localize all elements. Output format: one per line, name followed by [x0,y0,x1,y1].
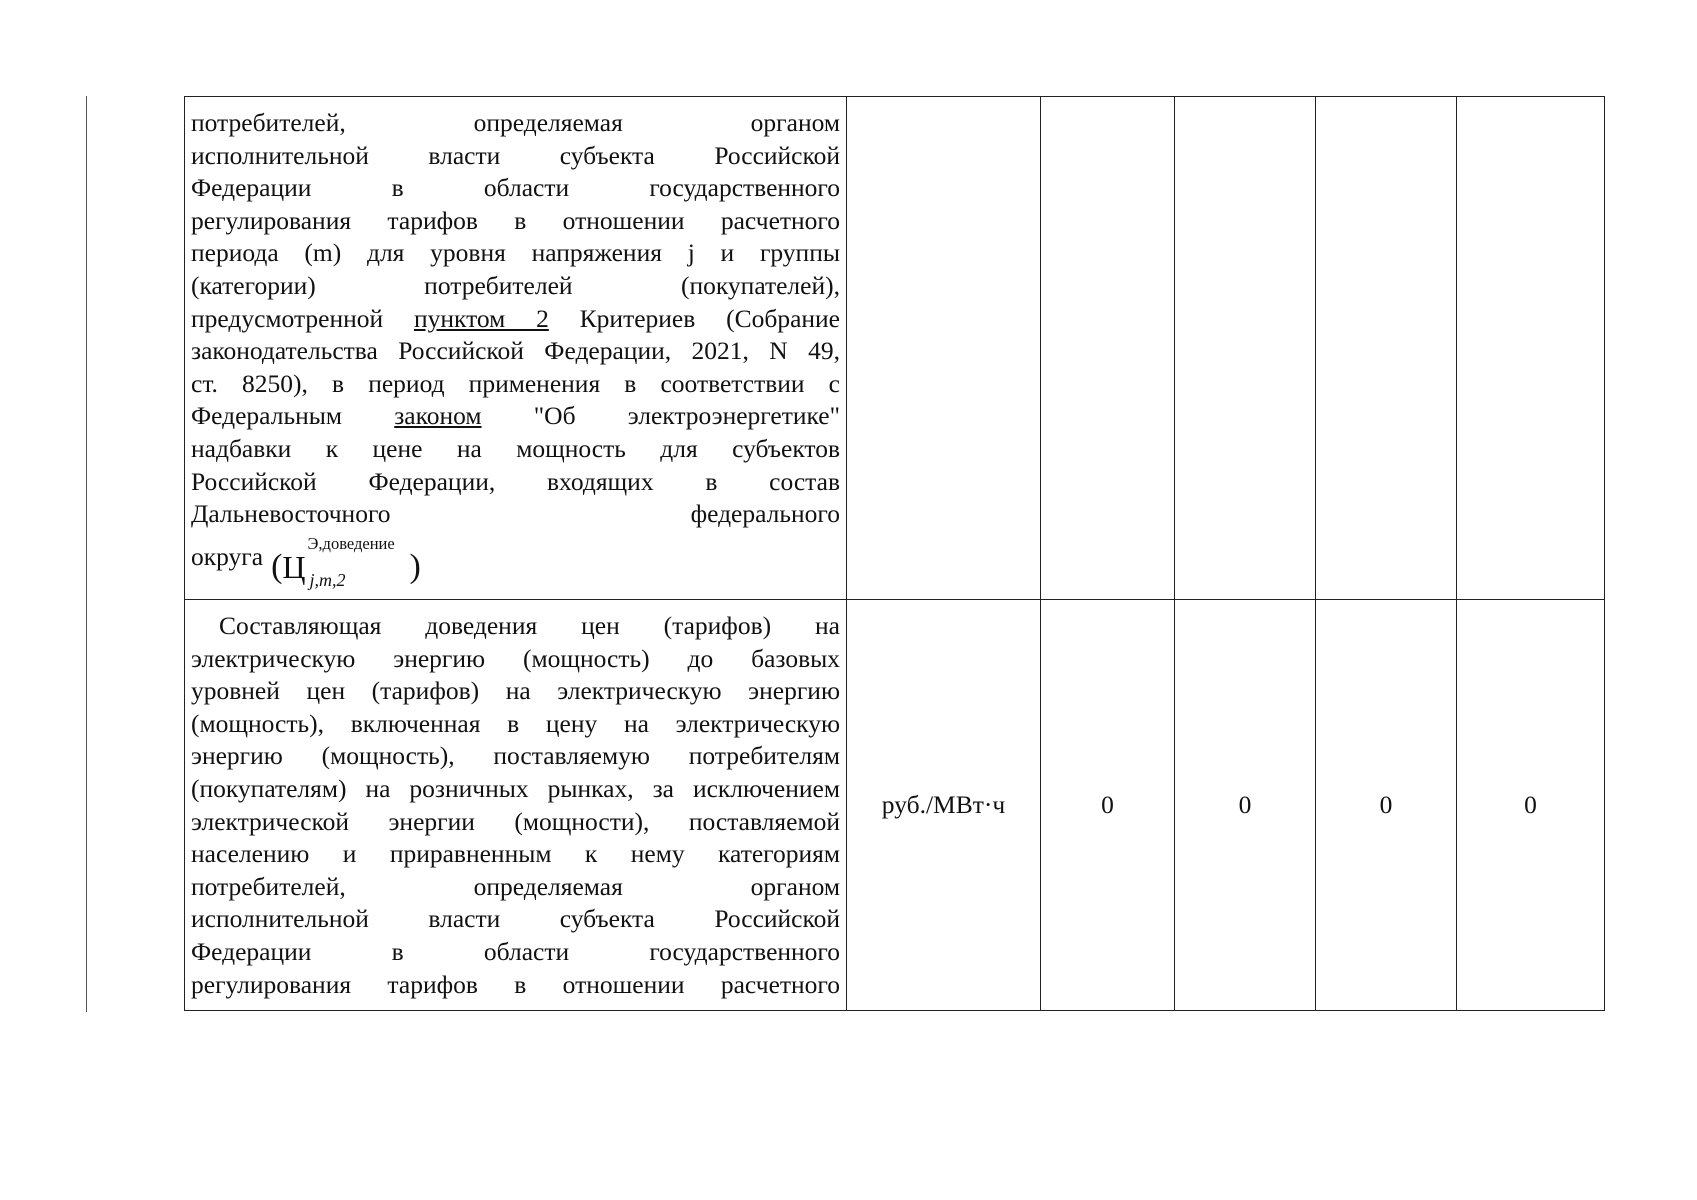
formula-close-paren: ) [409,547,421,585]
text-line: электрической энергии (мощности), поставляемой [191,806,840,836]
text-line: электрическую энергию (мощность) до базовых [191,643,840,673]
description-text [185,97,846,590]
value-cell: 0 [1041,600,1175,1011]
text-line: законодательства Российской Федерации, 2021, N 49, [191,336,840,366]
table-row [185,97,1605,600]
value-cell [1175,97,1316,600]
text-line: (категории) потребителей (покупателей), [191,270,840,300]
unit-cell [847,97,1041,600]
value-cell [1316,97,1457,600]
text-line: энергию (мощность), поставляемую потребителям [191,741,840,771]
description-cell [185,600,847,1011]
federal-law-link[interactable]: законом [394,401,482,431]
formula-subscript: j,m,2 [309,569,346,590]
text-line [191,303,840,336]
value-cell: 0 [1175,600,1316,1011]
text-line: исполнительной власти субъекта Российской [191,904,840,934]
text-line: (покупателям) на розничных рынках, за исключением [191,773,840,803]
text-fragment: Федеральным [191,401,395,431]
text-fragment: округа [191,541,264,571]
text-line: Федерации в области государственного [191,173,840,203]
text-line: регулирования тарифов в отношении расчетного [191,205,840,235]
formula-base: Ц [282,548,306,585]
text-line: потребителей, определяемая органом [191,108,840,137]
value-cell [1041,97,1175,600]
text-line: Российской Федерации, входящих в состав [191,466,840,496]
text-line: надбавки к цене на мощность для субъектов [191,433,840,463]
price-formula [271,533,421,590]
text-line: регулирования тарифов в отношении расчетного [191,969,840,999]
text-line: Дальневосточного федерального [191,499,840,529]
text-line: (мощность), включенная в цену на электрическую [191,708,840,738]
value-cell: 0 [1316,600,1457,1011]
table-row [185,600,1605,1011]
text-line: Составляющая доведения цен (тарифов) на [219,611,840,640]
value-cell [1457,97,1605,600]
text-line: населению и приравненным к нему категориям [191,839,840,869]
value-cell: 0 [1457,600,1605,1011]
formula-scripts [306,533,410,590]
text-line [191,533,840,590]
text-fragment: предусмотренной [191,303,414,333]
formula-open-paren: ( [271,547,283,585]
text-fragment: "Об электроэнергетике" [481,401,840,431]
description-cell [185,97,847,600]
text-line: уровней цен (тарифов) на электрическую энергию [191,676,840,706]
text-line: потребителей, определяемая органом [191,871,840,901]
description-text [185,600,846,1001]
text-line: исполнительной власти субъекта Российской [191,140,840,170]
page-margin-line [86,96,87,1012]
text-line: периода (m) для уровня напряжения j и группы [191,238,840,268]
text-line: Федерации в области государственного [191,936,840,966]
criteria-item-link[interactable]: пунктом 2 [414,303,549,333]
unit-cell: руб./МВт·ч [847,600,1041,1011]
text-line: ст. 8250), в период применения в соответствии с [191,368,840,398]
tariff-table [184,96,1605,1011]
formula-superscript: Э,доведение [307,533,395,553]
text-fragment: Критериев (Собрание [548,303,840,333]
text-line [191,400,840,433]
